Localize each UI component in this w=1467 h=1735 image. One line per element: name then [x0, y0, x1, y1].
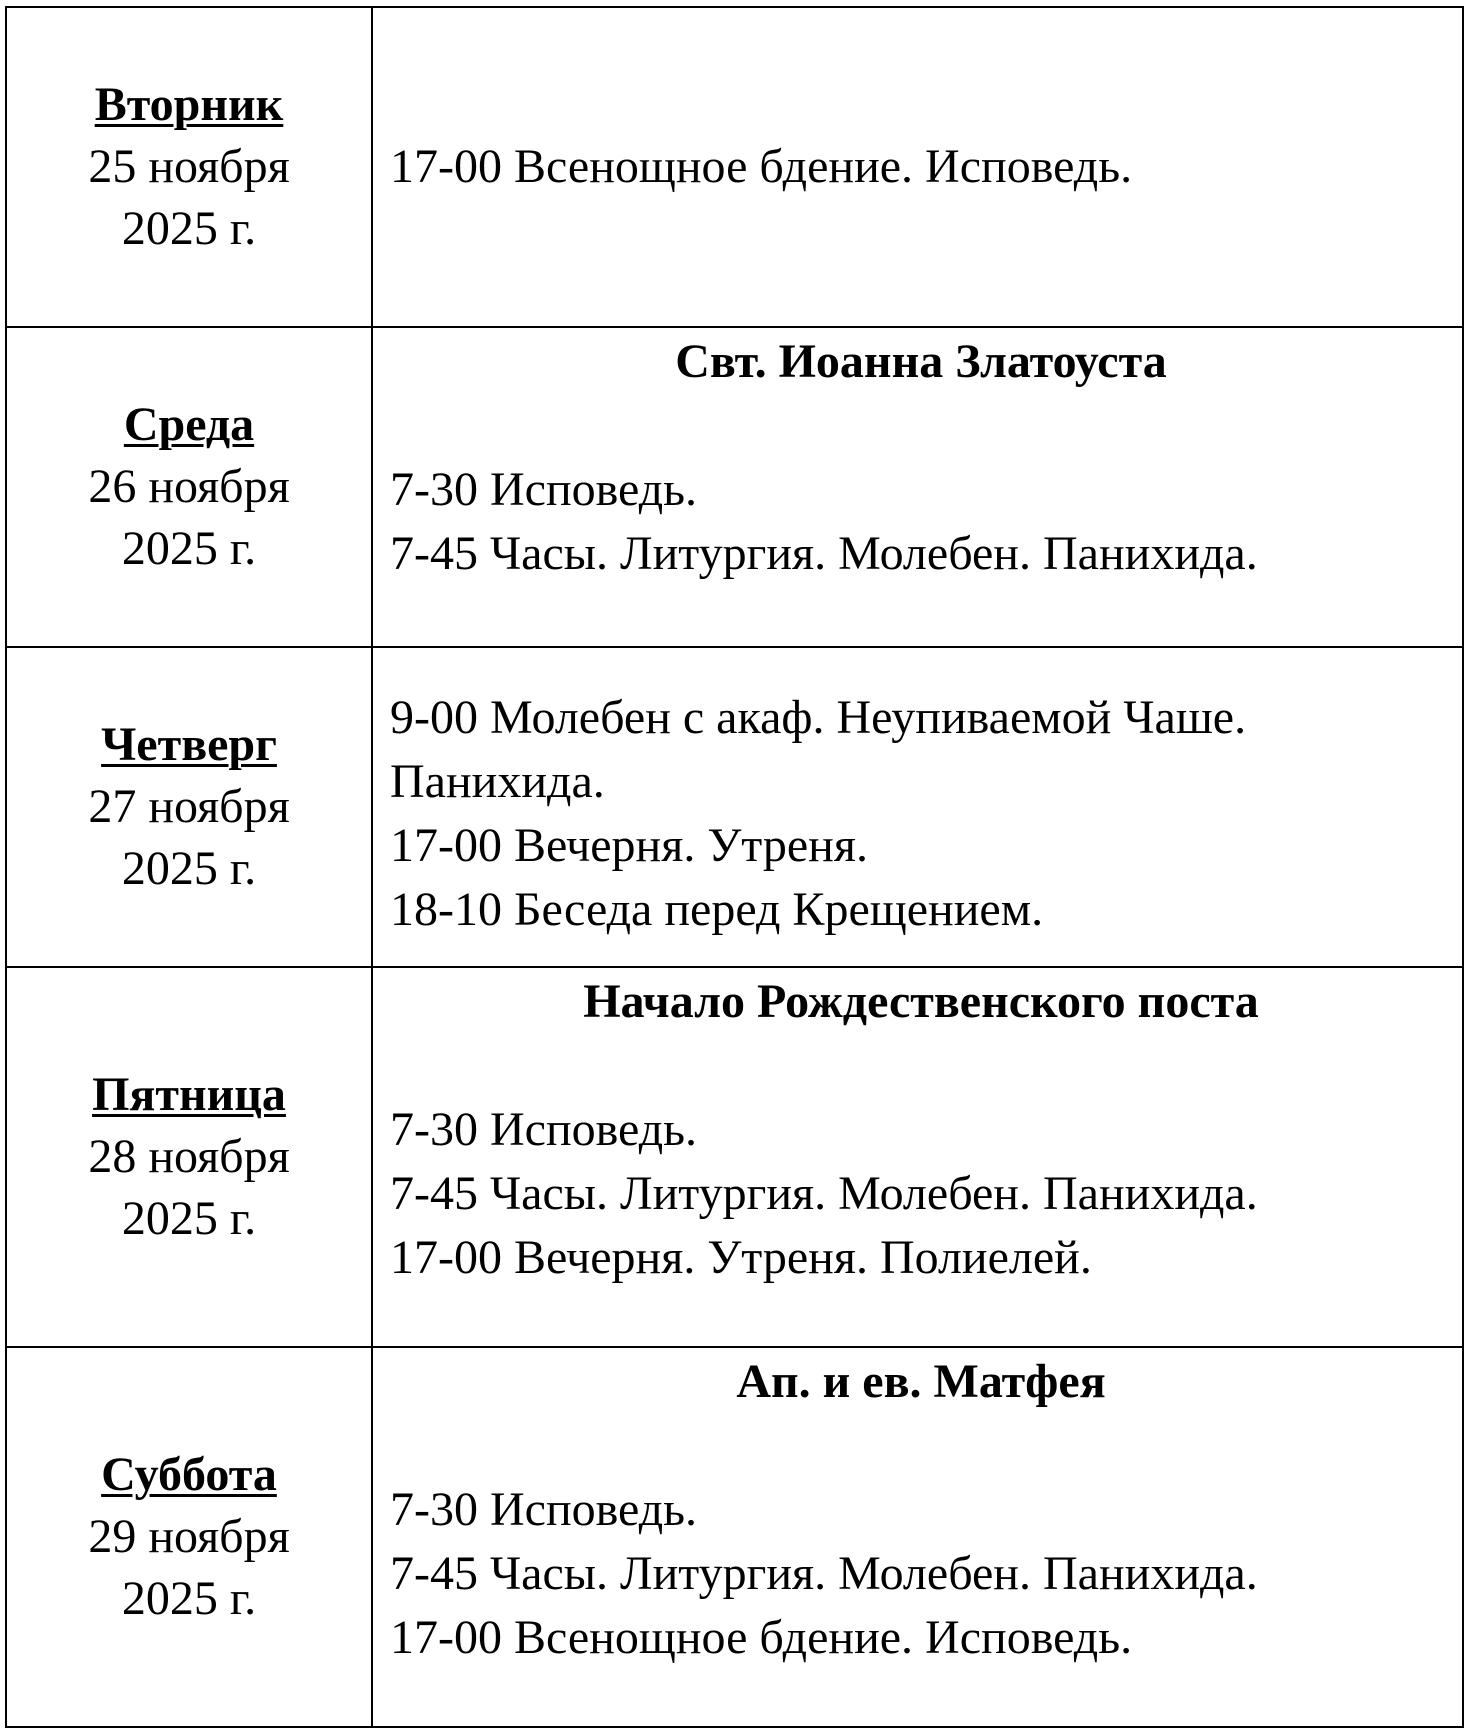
day-date: 27 ноября — [88, 780, 290, 833]
event-line: 9-00 Молебен с акаф. Неупиваемой Чаше. — [390, 691, 1247, 744]
event-line: 7-45 Часы. Литургия. Молебен. Панихида. — [390, 527, 1258, 580]
day-year: 2025 г. — [121, 1572, 257, 1625]
day-cell — [6, 327, 372, 647]
table-row-thursday — [6, 647, 1463, 967]
table-row-tuesday — [6, 7, 1463, 327]
feast-title: Начало Рождественского поста — [583, 975, 1259, 1028]
event-line: 7-30 Исповедь. — [390, 1483, 698, 1536]
event-line: 17-00 Всенощное бдение. Исповедь. — [390, 1611, 1133, 1664]
events-cell — [372, 327, 1463, 647]
event-line: 7-30 Исповедь. — [390, 1103, 698, 1156]
day-date: 28 ноября — [88, 1130, 290, 1183]
event-line: Панихида. — [390, 755, 605, 808]
event-line: 7-45 Часы. Литургия. Молебен. Панихида. — [390, 1167, 1258, 1220]
day-cell — [6, 1347, 372, 1727]
day-name: Суббота — [101, 1448, 277, 1501]
feast-title: Свт. Иоанна Златоуста — [675, 335, 1167, 388]
day-date: 25 ноября — [88, 140, 290, 193]
day-cell — [6, 647, 372, 967]
event-line: 7-30 Исповедь. — [390, 463, 698, 516]
events-cell — [372, 647, 1463, 967]
day-name: Пятница — [92, 1068, 286, 1121]
event-line: 17-00 Вечерня. Утреня. Полиелей. — [390, 1231, 1092, 1284]
event-line: 17-00 Всенощное бдение. Исповедь. — [390, 140, 1133, 193]
schedule-table — [5, 6, 1464, 1728]
day-year: 2025 г. — [121, 842, 257, 895]
table-row-saturday — [6, 1347, 1463, 1727]
event-line: 7-45 Часы. Литургия. Молебен. Панихида. — [390, 1547, 1258, 1600]
day-year: 2025 г. — [121, 522, 257, 575]
feast-title: Ап. и ев. Матфея — [736, 1355, 1106, 1408]
event-line: 18-10 Беседа перед Крещением. — [390, 883, 1044, 936]
day-date: 29 ноября — [88, 1510, 290, 1563]
events-cell — [372, 967, 1463, 1347]
events-cell — [372, 7, 1463, 327]
day-date: 26 ноября — [88, 460, 290, 513]
events-cell — [372, 1347, 1463, 1727]
day-name: Четверг — [101, 718, 277, 771]
day-year: 2025 г. — [121, 202, 257, 255]
day-year: 2025 г. — [121, 1192, 257, 1245]
day-name: Вторник — [94, 78, 284, 131]
table-row-friday — [6, 967, 1463, 1347]
day-cell — [6, 7, 372, 327]
day-name: Среда — [123, 398, 255, 451]
event-line: 17-00 Вечерня. Утреня. — [390, 819, 868, 872]
day-cell — [6, 967, 372, 1347]
table-row-wednesday — [6, 327, 1463, 647]
